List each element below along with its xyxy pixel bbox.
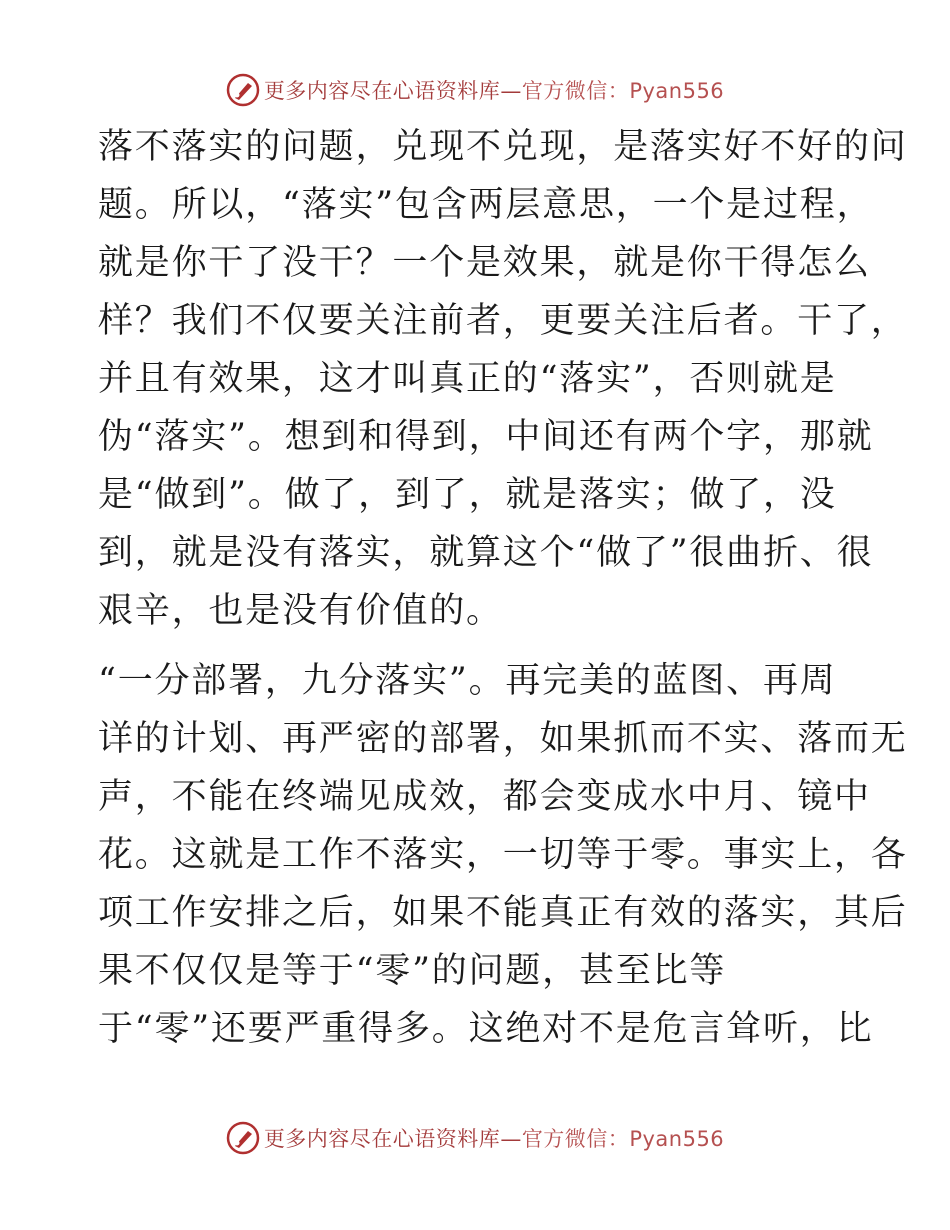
pen-logo-icon: [226, 1121, 260, 1155]
text-line: 详的计划、再严密的部署，如果抓而不实、落而无: [98, 719, 908, 759]
footer-banner: [0, 1118, 950, 1158]
text-line: 于“零”还要严重得多。这绝对不是危言耸听，比: [98, 1009, 874, 1049]
paragraph-2: [98, 652, 908, 1058]
text-line: 花。这就是工作不落实，一切等于零。事实上，各: [98, 835, 908, 875]
text-line: 到，就是没有落实，就算这个“做了”很曲折、很: [98, 533, 874, 573]
text-line: “一分部署，九分落实”。再完美的蓝图、再周: [98, 661, 837, 701]
text-line: 落不落实的问题，兑现不兑现，是落实好不好的问: [98, 127, 908, 167]
paragraph-1: [98, 118, 908, 640]
text-line: 果不仅仅是等于“零”的问题，甚至比等: [98, 951, 727, 991]
document-body: [98, 118, 908, 1058]
header-banner-text: 更多内容尽在心语资料库—官方微信：Pyan556: [263, 79, 725, 103]
text-line: 项工作安排之后，如果不能真正有效的落实，其后: [98, 893, 908, 933]
text-line: 声，不能在终端见成效，都会变成水中月、镜中: [98, 777, 871, 817]
text-line: 是“做到”。做了，到了，就是落实；做了，没: [98, 475, 837, 515]
text-line: 并且有效果，这才叫真正的“落实”，否则就是: [98, 359, 837, 399]
pen-logo-icon: [226, 73, 260, 107]
footer-banner-text: 更多内容尽在心语资料库—官方微信：Pyan556: [263, 1127, 725, 1151]
text-line: 题。所以，“落实”包含两层意思，一个是过程，: [98, 185, 874, 225]
text-line: 样？我们不仅要关注前者，更要关注后者。干了，: [98, 301, 908, 341]
paragraph-gap: [98, 640, 858, 652]
text-line: 就是你干了没干？一个是效果，就是你干得怎么: [98, 243, 871, 283]
text-line: 艰辛，也是没有价值的。: [98, 591, 503, 631]
text-line: 伪“落实”。想到和得到，中间还有两个字，那就: [98, 417, 874, 457]
header-banner: [0, 70, 950, 110]
